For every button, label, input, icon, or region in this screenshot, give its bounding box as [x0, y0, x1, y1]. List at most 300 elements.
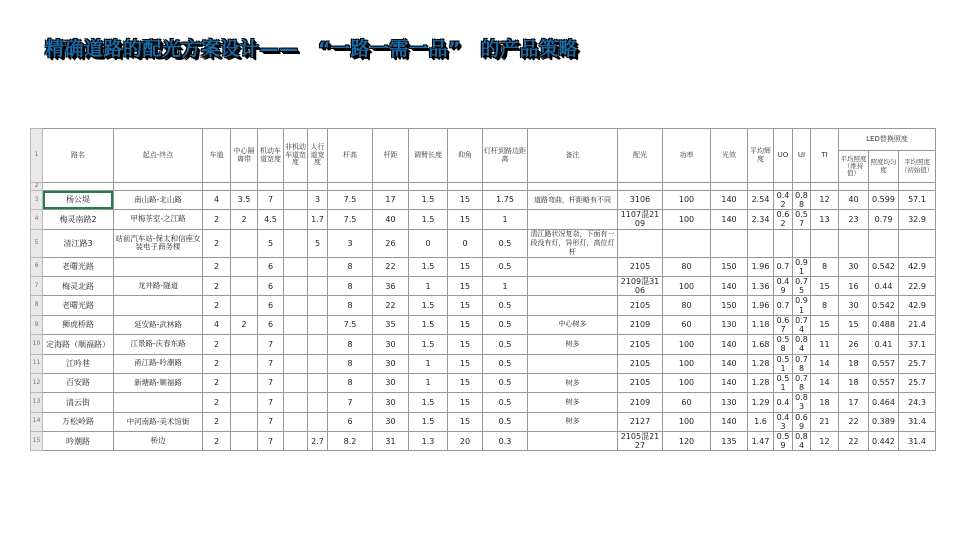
- table-cell: 30: [839, 296, 869, 315]
- table-cell: 0.4: [774, 393, 793, 412]
- column-header: TI: [811, 129, 839, 183]
- table-cell: 7: [258, 335, 284, 354]
- start-end-cell: 站前汽车站-保太和信座女装电子商务楼: [114, 229, 203, 257]
- column-header: UO: [774, 129, 793, 183]
- table-cell: [231, 432, 258, 451]
- table-cell: 0.43: [774, 412, 793, 431]
- table-cell: 2105: [618, 296, 663, 315]
- table-cell: 26: [373, 229, 409, 257]
- remark-cell: [528, 257, 618, 276]
- remark-cell: [528, 432, 618, 451]
- remark-cell: [528, 277, 618, 296]
- table-cell: [793, 183, 811, 191]
- column-header: 起点-终点: [114, 129, 203, 183]
- start-end-cell: [114, 257, 203, 276]
- table-cell: 100: [663, 335, 711, 354]
- table-cell: [308, 257, 328, 276]
- table-cell: 1: [483, 210, 528, 229]
- table-cell: [231, 296, 258, 315]
- table-cell: 30: [373, 393, 409, 412]
- table-cell: 80: [663, 257, 711, 276]
- table-cell: 7.5: [328, 190, 373, 209]
- table-cell: [114, 183, 203, 191]
- remark-cell: 清江路状况复杂，下面有一段没有灯，异形灯，高位灯杆: [528, 229, 618, 257]
- table-cell: [448, 183, 483, 191]
- table-cell: 30: [839, 257, 869, 276]
- table-cell: [483, 183, 528, 191]
- table-cell: 13: [811, 210, 839, 229]
- table-cell: 2: [203, 335, 231, 354]
- column-header: 杆高: [328, 129, 373, 183]
- table-cell: 2.34: [748, 210, 774, 229]
- remark-cell: [528, 354, 618, 373]
- table-cell: [284, 335, 308, 354]
- start-end-cell: 甲梅茶室-之江路: [114, 210, 203, 229]
- table-cell: [231, 335, 258, 354]
- table-cell: 17: [373, 190, 409, 209]
- table-cell: 32.9: [899, 210, 936, 229]
- table-cell: [811, 229, 839, 257]
- road-name-cell: 百安路: [43, 373, 114, 392]
- column-header: 路名: [43, 129, 114, 183]
- table-cell: 0.5: [483, 257, 528, 276]
- table-cell: 140: [711, 335, 748, 354]
- table-cell: 8: [811, 296, 839, 315]
- table-cell: 0.91: [793, 296, 811, 315]
- table-cell: 14: [811, 354, 839, 373]
- table-row: [31, 277, 936, 296]
- road-name-cell: 老曙光路: [43, 257, 114, 276]
- table-cell: 100: [663, 373, 711, 392]
- table-cell: 8: [328, 296, 373, 315]
- table-cell: 0.389: [869, 412, 899, 431]
- table-cell: 2: [203, 277, 231, 296]
- table-cell: 42.9: [899, 257, 936, 276]
- table-cell: 25.7: [899, 373, 936, 392]
- table-cell: 140: [711, 373, 748, 392]
- remark-cell: 树多: [528, 393, 618, 412]
- column-subheader: 平均照度（维持值）: [839, 151, 869, 183]
- remark-cell: 道路弯曲，杆距略有不同: [528, 190, 618, 209]
- table-cell: 4: [203, 190, 231, 209]
- table-cell: 0.599: [869, 190, 899, 209]
- table-cell: 22: [373, 296, 409, 315]
- table-cell: 8: [328, 373, 373, 392]
- column-header: 中心隔离带: [231, 129, 258, 183]
- road-table: [30, 128, 936, 451]
- table-cell: 1: [483, 277, 528, 296]
- table-cell: 80: [663, 296, 711, 315]
- table-cell: 23: [839, 210, 869, 229]
- table-cell: 1107混2109: [618, 210, 663, 229]
- table-cell: [409, 183, 448, 191]
- table-cell: 22: [373, 257, 409, 276]
- table-cell: 2105: [618, 373, 663, 392]
- table-cell: 0.542: [869, 296, 899, 315]
- table-cell: 1.18: [748, 315, 774, 334]
- table-cell: 0.5: [483, 393, 528, 412]
- table-cell: 0.84: [793, 432, 811, 451]
- table-cell: 18: [811, 393, 839, 412]
- table-cell: 0.557: [869, 373, 899, 392]
- start-end-cell: 新塘路-顺福路: [114, 373, 203, 392]
- table-cell: [284, 373, 308, 392]
- table-cell: 15: [448, 190, 483, 209]
- column-header: 平均辉度: [748, 129, 774, 183]
- table-cell: [231, 412, 258, 431]
- table-cell: 20: [448, 432, 483, 451]
- table-cell: [284, 257, 308, 276]
- table-cell: [618, 229, 663, 257]
- table-cell: 0.3: [483, 432, 528, 451]
- table-cell: 130: [711, 315, 748, 334]
- table-cell: 2127: [618, 412, 663, 431]
- table-cell: 31: [373, 432, 409, 451]
- start-end-cell: 中河南路-美术馆街: [114, 412, 203, 431]
- row-number: 6: [31, 257, 43, 276]
- table-cell: 140: [711, 210, 748, 229]
- table-cell: 100: [663, 210, 711, 229]
- table-cell: 0.44: [869, 277, 899, 296]
- table-cell: 3: [328, 229, 373, 257]
- column-header: 调臂长度: [409, 129, 448, 183]
- table-cell: [284, 296, 308, 315]
- table-cell: 21.4: [899, 315, 936, 334]
- table-cell: 30: [373, 354, 409, 373]
- table-cell: 3: [308, 190, 328, 209]
- page-title: 精确道路的配光方案设计—— “一路一需一品” 的产品策略: [45, 38, 578, 60]
- table-cell: 15: [811, 277, 839, 296]
- table-cell: 0.5: [483, 315, 528, 334]
- start-end-cell: 桥边: [114, 432, 203, 451]
- table-cell: 2109: [618, 315, 663, 334]
- table-cell: 1.68: [748, 335, 774, 354]
- table-cell: [284, 229, 308, 257]
- table-cell: [711, 229, 748, 257]
- table-cell: 15: [839, 315, 869, 334]
- table-cell: 2105混2127: [618, 432, 663, 451]
- column-header: 备注: [528, 129, 618, 183]
- table-cell: 60: [663, 393, 711, 412]
- table-cell: 26: [839, 335, 869, 354]
- remark-cell: 树多: [528, 412, 618, 431]
- table-cell: 7: [258, 190, 284, 209]
- table-cell: [899, 229, 936, 257]
- table-cell: 15: [448, 412, 483, 431]
- table-cell: [43, 183, 114, 191]
- table-cell: 25.7: [899, 354, 936, 373]
- table-cell: 0.5: [483, 229, 528, 257]
- table-cell: [308, 335, 328, 354]
- table-cell: 16: [839, 277, 869, 296]
- table-cell: 150: [711, 257, 748, 276]
- table-cell: 1.29: [748, 393, 774, 412]
- table-cell: 2: [203, 296, 231, 315]
- start-end-cell: [114, 296, 203, 315]
- start-end-cell: [114, 393, 203, 412]
- table-cell: 150: [711, 296, 748, 315]
- table-cell: 37.1: [899, 335, 936, 354]
- row-number: 15: [31, 432, 43, 451]
- table-cell: 0.69: [793, 412, 811, 431]
- table-cell: 2.7: [308, 432, 328, 451]
- table-cell: 15: [448, 315, 483, 334]
- table-cell: 8: [328, 354, 373, 373]
- column-header: 配光: [618, 129, 663, 183]
- table-cell: 2: [203, 393, 231, 412]
- table-cell: 0.542: [869, 257, 899, 276]
- table-cell: 15: [448, 210, 483, 229]
- road-name-cell: 梅灵北路: [43, 277, 114, 296]
- table-cell: 0.67: [774, 315, 793, 334]
- table-cell: [308, 315, 328, 334]
- table-cell: 0.488: [869, 315, 899, 334]
- column-header: 功率: [663, 129, 711, 183]
- row-number: 12: [31, 373, 43, 392]
- road-lighting-table: [30, 128, 936, 451]
- table-cell: [203, 183, 231, 191]
- table-row: [31, 393, 936, 412]
- table-cell: [663, 183, 711, 191]
- column-header: 灯杆到路边距离: [483, 129, 528, 183]
- table-cell: 140: [711, 412, 748, 431]
- table-cell: 2: [203, 354, 231, 373]
- table-cell: 0.464: [869, 393, 899, 412]
- table-cell: [231, 183, 258, 191]
- start-end-cell: 甬江路-吟潮路: [114, 354, 203, 373]
- row-number: 10: [31, 335, 43, 354]
- table-cell: 1.6: [748, 412, 774, 431]
- table-cell: 6: [258, 277, 284, 296]
- table-cell: 7: [258, 373, 284, 392]
- table-cell: 8: [328, 257, 373, 276]
- table-cell: 120: [663, 432, 711, 451]
- table-cell: 0.5: [483, 373, 528, 392]
- table-cell: [774, 183, 793, 191]
- table-row: [31, 257, 936, 276]
- table-row: [31, 335, 936, 354]
- table-cell: [284, 315, 308, 334]
- road-name-cell: 老曙光路: [43, 296, 114, 315]
- table-cell: 140: [711, 277, 748, 296]
- table-cell: 1.96: [748, 296, 774, 315]
- table-cell: 0.75: [793, 277, 811, 296]
- table-cell: 30: [373, 335, 409, 354]
- road-name-cell: 万松岭路: [43, 412, 114, 431]
- table-cell: 40: [839, 190, 869, 209]
- table-cell: [231, 277, 258, 296]
- table-cell: 15: [448, 277, 483, 296]
- table-cell: 21: [811, 412, 839, 431]
- table-cell: 6: [258, 296, 284, 315]
- table-cell: 15: [448, 257, 483, 276]
- road-name-cell: 杨公堤: [43, 190, 114, 209]
- row-number: 5: [31, 229, 43, 257]
- road-name-cell: 狮虎桥路: [43, 315, 114, 334]
- table-cell: [231, 257, 258, 276]
- road-name-cell: 清云街: [43, 393, 114, 412]
- table-cell: 8.2: [328, 432, 373, 451]
- row-number: 11: [31, 354, 43, 373]
- table-cell: 0.79: [869, 210, 899, 229]
- table-cell: 0.42: [774, 190, 793, 209]
- table-cell: 0.557: [869, 354, 899, 373]
- table-cell: 1.3: [409, 432, 448, 451]
- table-cell: 100: [663, 354, 711, 373]
- table-row: [31, 229, 936, 257]
- row-number: 7: [31, 277, 43, 296]
- table-cell: [284, 354, 308, 373]
- table-cell: 1: [409, 354, 448, 373]
- table-cell: 57.1: [899, 190, 936, 209]
- table-cell: [308, 296, 328, 315]
- table-cell: [528, 183, 618, 191]
- table-cell: 1.5: [409, 315, 448, 334]
- table-cell: 1.5: [409, 412, 448, 431]
- table-cell: 18: [839, 354, 869, 373]
- table-cell: [839, 229, 869, 257]
- row-number: 9: [31, 315, 43, 334]
- table-cell: 31.4: [899, 432, 936, 451]
- table-cell: 15: [448, 335, 483, 354]
- table-cell: 0.88: [793, 190, 811, 209]
- start-end-cell: 南山路-北山路: [114, 190, 203, 209]
- table-cell: 0.83: [793, 393, 811, 412]
- table-cell: 1.28: [748, 373, 774, 392]
- table-cell: 15: [448, 296, 483, 315]
- table-cell: 11: [811, 335, 839, 354]
- column-header: 非机动车道宽度: [284, 129, 308, 183]
- table-cell: 22: [839, 432, 869, 451]
- table-cell: 1.5: [409, 210, 448, 229]
- table-cell: 0.78: [793, 373, 811, 392]
- start-end-cell: 龙井路-隧道: [114, 277, 203, 296]
- table-cell: 2109混3106: [618, 277, 663, 296]
- table-cell: [284, 277, 308, 296]
- spacer-row: [31, 183, 936, 191]
- table-cell: 1.5: [409, 393, 448, 412]
- table-cell: 12: [811, 432, 839, 451]
- column-header: 车道: [203, 129, 231, 183]
- table-cell: 14: [811, 373, 839, 392]
- table-cell: [231, 229, 258, 257]
- table-cell: 15: [448, 393, 483, 412]
- remark-cell: [528, 210, 618, 229]
- table-cell: [869, 229, 899, 257]
- table-cell: 1.5: [409, 190, 448, 209]
- table-cell: 6: [258, 257, 284, 276]
- table-cell: 7: [258, 432, 284, 451]
- table-cell: 0.5: [483, 412, 528, 431]
- table-cell: 1: [409, 373, 448, 392]
- table-cell: [308, 393, 328, 412]
- table-cell: 100: [663, 277, 711, 296]
- table-row: [31, 412, 936, 431]
- table-cell: 135: [711, 432, 748, 451]
- table-cell: [811, 183, 839, 191]
- road-name-cell: 定海路（顺福路）: [43, 335, 114, 354]
- table-cell: 35: [373, 315, 409, 334]
- table-cell: 2: [231, 210, 258, 229]
- table-cell: 3106: [618, 190, 663, 209]
- table-cell: 15: [448, 354, 483, 373]
- table-cell: 15: [448, 373, 483, 392]
- table-cell: 1.7: [308, 210, 328, 229]
- row-number: 8: [31, 296, 43, 315]
- table-cell: 140: [711, 190, 748, 209]
- table-cell: 0.49: [774, 277, 793, 296]
- table-cell: 0.442: [869, 432, 899, 451]
- column-header: 机动车道宽度: [258, 129, 284, 183]
- table-cell: [284, 183, 308, 191]
- table-cell: [258, 183, 284, 191]
- table-cell: [308, 373, 328, 392]
- table-cell: 0.78: [793, 354, 811, 373]
- table-cell: 7.5: [328, 315, 373, 334]
- table-cell: 8: [811, 257, 839, 276]
- table-cell: 7.5: [328, 210, 373, 229]
- table-cell: 0.62: [774, 210, 793, 229]
- table-row: [31, 296, 936, 315]
- table-cell: [748, 183, 774, 191]
- remark-cell: 中心树多: [528, 315, 618, 334]
- table-cell: 1.75: [483, 190, 528, 209]
- table-cell: 2109: [618, 393, 663, 412]
- table-cell: 0: [409, 229, 448, 257]
- table-cell: 100: [663, 412, 711, 431]
- table-cell: 17: [839, 393, 869, 412]
- table-cell: 6: [328, 412, 373, 431]
- table-cell: [663, 229, 711, 257]
- row-number: 4: [31, 210, 43, 229]
- table-cell: 0.5: [483, 296, 528, 315]
- table-cell: 1.96: [748, 257, 774, 276]
- table-cell: 2: [203, 373, 231, 392]
- table-cell: 0.91: [793, 257, 811, 276]
- table-cell: 1.5: [409, 335, 448, 354]
- remark-cell: 树多: [528, 335, 618, 354]
- table-cell: 40: [373, 210, 409, 229]
- table-cell: [793, 229, 811, 257]
- table-cell: [231, 393, 258, 412]
- road-name-cell: 清江路3: [43, 229, 114, 257]
- table-cell: 7: [258, 354, 284, 373]
- table-cell: 2105: [618, 257, 663, 276]
- table-cell: 0.5: [483, 335, 528, 354]
- table-cell: [328, 183, 373, 191]
- table-cell: 22: [839, 412, 869, 431]
- column-header: 人行道宽度: [308, 129, 328, 183]
- table-row: [31, 190, 936, 209]
- table-cell: 0.51: [774, 354, 793, 373]
- table-cell: [284, 412, 308, 431]
- table-cell: 0.7: [774, 257, 793, 276]
- table-cell: 31.4: [899, 412, 936, 431]
- table-row: [31, 354, 936, 373]
- table-cell: [373, 183, 409, 191]
- table-cell: [284, 190, 308, 209]
- road-name-cell: 吟潮路: [43, 432, 114, 451]
- table-cell: 1.36: [748, 277, 774, 296]
- table-cell: 42.9: [899, 296, 936, 315]
- table-cell: 0.84: [793, 335, 811, 354]
- table-cell: 0.58: [774, 335, 793, 354]
- table-cell: 0.41: [869, 335, 899, 354]
- table-cell: 1.5: [409, 296, 448, 315]
- table-cell: 15: [811, 315, 839, 334]
- table-row: [31, 315, 936, 334]
- table-cell: [308, 412, 328, 431]
